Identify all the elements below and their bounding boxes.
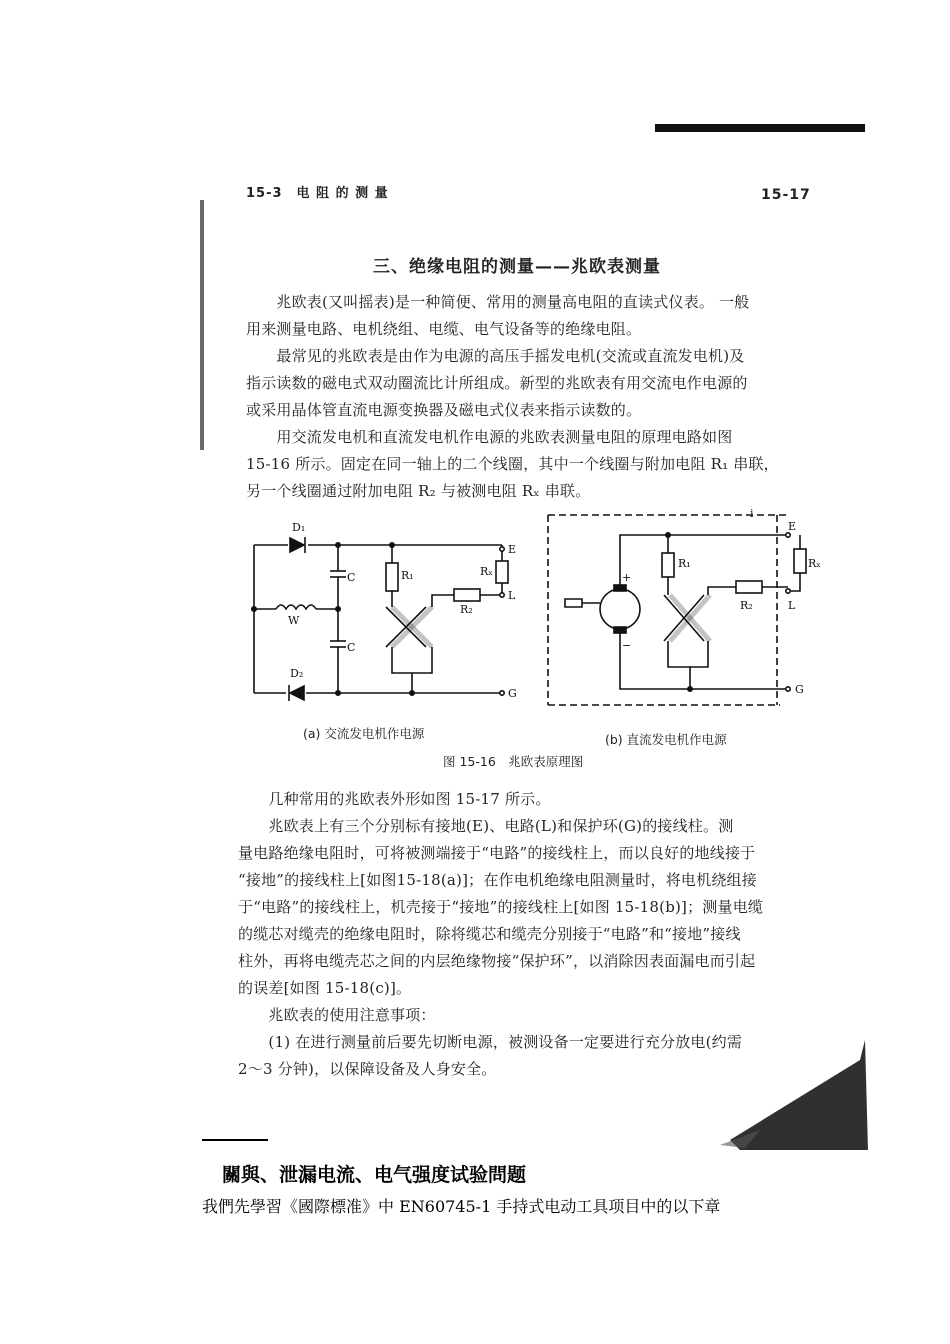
text-line: 另一个线圈通过附加电阻 R₂ 与被测电阻 Rₓ 串联。 — [246, 482, 591, 500]
text-line: 用来测量电路、电机绕组、电缆、电气设备等的绝缘电阻。 — [246, 320, 642, 338]
document-line: 我們先學習《國際標准》中 EN60745-1 手持式电动工具项目中的以下章 — [202, 1197, 721, 1216]
figure-caption: 图 15-16 兆欧表原理图 — [443, 754, 584, 769]
label-r1-a: R₁ — [401, 569, 414, 582]
caption-b: (b) 直流发电机作电源 — [605, 732, 727, 747]
label-g-a: G — [508, 687, 517, 700]
label-minus: − — [622, 639, 632, 652]
scan-edge-top-right — [655, 124, 865, 132]
text-line: (1) 在进行测量前后要先切断电源，被测设备一定要进行充分放电(约需 — [238, 1033, 743, 1051]
text-line: 最常见的兆欧表是由作为电源的高压手摇发电机(交流或直流发电机)及 — [246, 347, 745, 365]
text-line: 指示读数的磁电式双动圈流比计所组成。新型的兆欧表有用交流电作电源的 — [246, 374, 748, 392]
text-line: 几种常用的兆欧表外形如图 15-17 所示。 — [238, 790, 551, 808]
text-line: 于“电路”的接线柱上，机壳接于“接地”的接线柱上[如图 15-18(b)]；测量电缆 — [238, 898, 764, 916]
text-line: 2～3 分钟)，以保障设备及人身安全。 — [238, 1060, 497, 1078]
running-header: 15-3 电 阻 的 测 量 — [246, 186, 389, 201]
text-line: 兆欧表(又叫摇表)是一种简便、常用的测量高电阻的直读式仪表。 一般 — [246, 293, 750, 311]
text-line: 的缆芯对缆壳的绝缘电阻时，除将缆芯和缆壳分别接于“电路”和“接地”接线 — [238, 925, 741, 943]
label-r2-a: R₂ — [460, 603, 473, 616]
label-rx-b: Rₓ — [808, 557, 821, 570]
label-r2-b: R₂ — [740, 599, 753, 612]
caption-a: (a) 交流发电机作电源 — [303, 726, 425, 741]
label-g-b: G — [795, 683, 804, 696]
body-text-top — [246, 289, 779, 505]
text-line: 柱外，再将电缆壳芯之间的内层绝缘物接“保护环”，以消除因表面漏电而引起 — [238, 952, 756, 970]
page-number: 15-17 — [761, 187, 811, 203]
label-e-b: E — [788, 520, 797, 533]
text-line: 15-16 所示。固定在同一轴上的二个线圈，其中一个线圈与附加电阻 R₁ 串联， — [246, 455, 779, 473]
label-plus: + — [622, 571, 632, 584]
label-r1-b: R₁ — [678, 557, 691, 570]
section-title: 三、绝缘电阻的测量——兆欧表测量 — [373, 257, 661, 277]
scan-edge-left — [200, 200, 204, 450]
label-c1: C — [347, 571, 356, 584]
circuit-figure — [240, 505, 830, 720]
label-l-b: L — [788, 599, 796, 612]
label-c2: C — [347, 641, 356, 654]
label-i: i — [750, 507, 754, 520]
text-line: 兆欧表的使用注意事项： — [238, 1006, 436, 1024]
label-d1: D₁ — [292, 521, 306, 534]
document-heading: 關與、泄漏电流、电气强度试验問题 — [222, 1164, 527, 1186]
text-line: 兆欧表上有三个分别标有接地(E)、电路(L)和保护环(G)的接线柱。测 — [238, 817, 734, 835]
text-line: 量电路绝缘电阻时，可将被测端接于“电路”的接线柱上，而以良好的地线接于 — [238, 844, 756, 862]
text-line: 用交流发电机和直流发电机作电源的兆欧表测量电阻的原理电路如图 — [246, 428, 733, 446]
label-d2: D₂ — [290, 667, 304, 680]
body-text-bottom — [238, 786, 763, 1083]
label-rx-a: Rₓ — [480, 565, 493, 578]
text-line: 的误差[如图 15-18(c)]。 — [238, 979, 412, 997]
circuit-b — [548, 515, 806, 705]
label-w: W — [288, 614, 300, 627]
text-line: “接地”的接线柱上[如图15-18(a)]；在作电机绝缘电阻测量时，将电机绕组接 — [238, 871, 757, 889]
label-l-a: L — [508, 589, 516, 602]
separator-line — [202, 1139, 268, 1141]
label-e-a: E — [508, 543, 517, 556]
text-line: 或采用晶体管直流电源变换器及磁电式仪表来指示读数的。 — [246, 401, 642, 419]
